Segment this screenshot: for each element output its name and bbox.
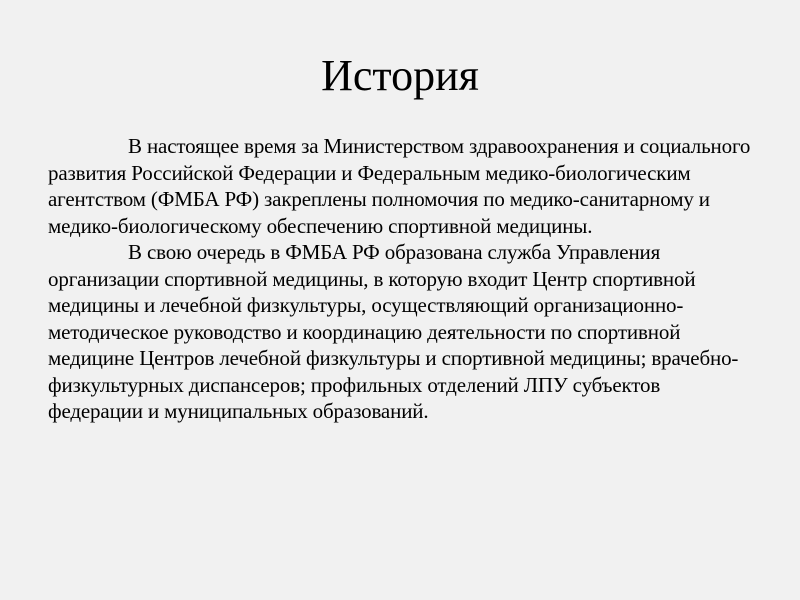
slide-title: История [321, 51, 479, 100]
body-paragraph: В свою очередь в ФМБА РФ образована служба Управления организации спортивной медицины, в которую входит Центр спортивной медицины и лечебной физкультуры, осуществляющий организационно-методическое руководство и координацию деятельности по спортивной медицине Центров лечебной физкультуры и спортивной медицины; врачебно-физкультурных диспансеров; профильных отделений ЛПУ субъектов федерации и муниципальных образований. [48, 240, 739, 423]
body-paragraph: В настоящее время за Министерством здравоохранения и социального развития Российской Федерации и Федеральным медико-биологическим агентством (ФМБА РФ) закреплены полномочия по медико-санитарному и медико-биологическому обеспечению спортивной медицины. [48, 134, 751, 238]
slide-body [48, 133, 752, 425]
